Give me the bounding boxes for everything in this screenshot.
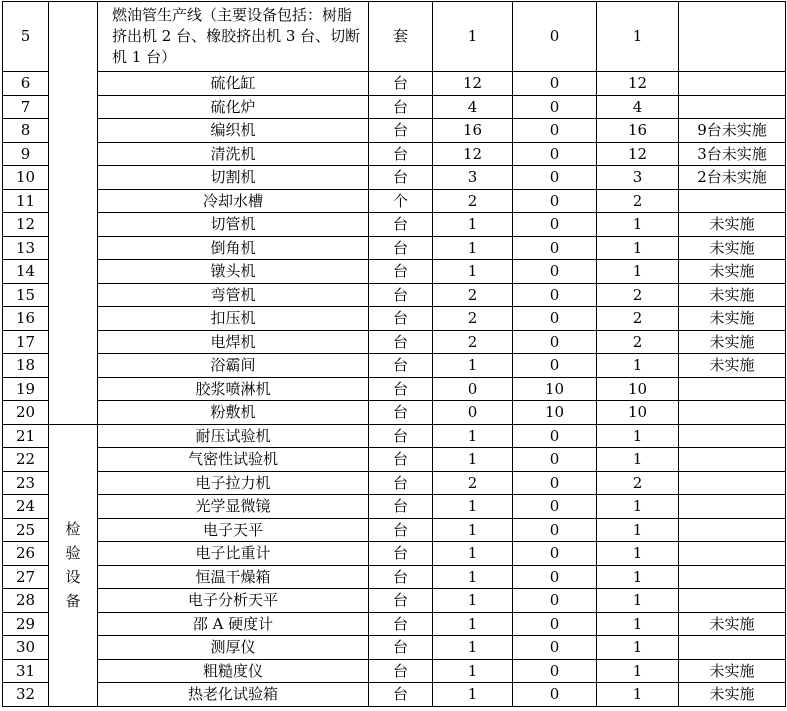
quantity-b-cell: 0: [513, 424, 597, 448]
equipment-name: 燃油管生产线（主要设备包括：树脂挤出机 2 台、橡胶挤出机 3 台、切断机 1 台）: [98, 2, 369, 72]
quantity-a-cell: 4: [433, 95, 513, 119]
quantity-c-cell: 12: [597, 72, 679, 96]
quantity-b-cell: 0: [513, 166, 597, 190]
row-number: 23: [3, 471, 49, 495]
equipment-name: 编织机: [98, 119, 369, 143]
quantity-b-cell: 0: [513, 95, 597, 119]
table-row: [3, 636, 786, 660]
note-cell: 9台未实施: [679, 119, 786, 143]
table-row: [3, 401, 786, 425]
unit-cell: 台: [369, 612, 433, 636]
table-row: [3, 589, 786, 613]
table-row: [3, 95, 786, 119]
unit-cell: 台: [369, 542, 433, 566]
unit-cell: 台: [369, 330, 433, 354]
quantity-b-cell: 0: [513, 2, 597, 72]
unit-cell: 台: [369, 377, 433, 401]
table-row: [3, 236, 786, 260]
unit-cell: 台: [369, 95, 433, 119]
quantity-b-cell: 0: [513, 260, 597, 284]
row-number: 10: [3, 166, 49, 190]
quantity-c-cell: 1: [597, 260, 679, 284]
table-body: [3, 2, 786, 707]
quantity-c-cell: 16: [597, 119, 679, 143]
quantity-c-cell: 2: [597, 307, 679, 331]
unit-cell: 台: [369, 307, 433, 331]
quantity-c-cell: 1: [597, 354, 679, 378]
quantity-c-cell: 1: [597, 518, 679, 542]
quantity-b-cell: 0: [513, 471, 597, 495]
quantity-a-cell: 3: [433, 166, 513, 190]
quantity-c-cell: 4: [597, 95, 679, 119]
table-row: [3, 260, 786, 284]
quantity-c-cell: 1: [597, 213, 679, 237]
quantity-c-cell: 10: [597, 377, 679, 401]
row-number: 24: [3, 495, 49, 519]
quantity-b-cell: 10: [513, 401, 597, 425]
unit-cell: 台: [369, 565, 433, 589]
quantity-a-cell: 1: [433, 612, 513, 636]
equipment-name: 耐压试验机: [98, 424, 369, 448]
table-row: [3, 565, 786, 589]
note-cell: [679, 72, 786, 96]
row-number: 6: [3, 72, 49, 96]
quantity-c-cell: 3: [597, 166, 679, 190]
quantity-c-cell: 1: [597, 2, 679, 72]
quantity-c-cell: 10: [597, 401, 679, 425]
row-number: 11: [3, 189, 49, 213]
table-row: [3, 119, 786, 143]
note-cell: [679, 189, 786, 213]
note-cell: 未实施: [679, 354, 786, 378]
table-row: [3, 142, 786, 166]
unit-cell: 台: [369, 213, 433, 237]
quantity-c-cell: 2: [597, 283, 679, 307]
quantity-b-cell: 0: [513, 119, 597, 143]
quantity-c-cell: 1: [597, 589, 679, 613]
equipment-name: 电子分析天平: [98, 589, 369, 613]
row-number: 20: [3, 401, 49, 425]
quantity-b-cell: 0: [513, 283, 597, 307]
equipment-name: 镦头机: [98, 260, 369, 284]
quantity-a-cell: 0: [433, 401, 513, 425]
quantity-b-cell: 0: [513, 542, 597, 566]
table-row: [3, 495, 786, 519]
quantity-b-cell: 0: [513, 448, 597, 472]
unit-cell: 台: [369, 401, 433, 425]
table-row: [3, 448, 786, 472]
quantity-a-cell: 1: [433, 236, 513, 260]
row-number: 8: [3, 119, 49, 143]
quantity-c-cell: 1: [597, 565, 679, 589]
table-row: [3, 166, 786, 190]
note-cell: [679, 2, 786, 72]
note-cell: [679, 377, 786, 401]
quantity-b-cell: 0: [513, 636, 597, 660]
quantity-c-cell: 1: [597, 683, 679, 707]
table-row: [3, 213, 786, 237]
quantity-c-cell: 1: [597, 448, 679, 472]
equipment-name: 硫化缸: [98, 72, 369, 96]
note-cell: [679, 95, 786, 119]
quantity-b-cell: 0: [513, 612, 597, 636]
equipment-name: 电子拉力机: [98, 471, 369, 495]
equipment-name: 恒温干燥箱: [98, 565, 369, 589]
equipment-name: 冷却水槽: [98, 189, 369, 213]
quantity-c-cell: 12: [597, 142, 679, 166]
equipment-name: 胶浆喷淋机: [98, 377, 369, 401]
quantity-b-cell: 0: [513, 72, 597, 96]
quantity-b-cell: 0: [513, 518, 597, 542]
equipment-name: 光学显微镜: [98, 495, 369, 519]
unit-cell: 台: [369, 424, 433, 448]
row-number: 7: [3, 95, 49, 119]
unit-cell: 台: [369, 495, 433, 519]
row-number: 15: [3, 283, 49, 307]
equipment-name: 切管机: [98, 213, 369, 237]
table-row: [3, 354, 786, 378]
quantity-a-cell: 1: [433, 565, 513, 589]
row-number: 12: [3, 213, 49, 237]
unit-cell: 台: [369, 518, 433, 542]
row-number: 17: [3, 330, 49, 354]
row-number: 26: [3, 542, 49, 566]
note-cell: [679, 542, 786, 566]
unit-cell: 台: [369, 260, 433, 284]
quantity-b-cell: 0: [513, 307, 597, 331]
quantity-a-cell: 1: [433, 589, 513, 613]
category-label: 检验设备: [65, 520, 81, 610]
table-row: [3, 189, 786, 213]
quantity-c-cell: 1: [597, 659, 679, 683]
table-row: [3, 471, 786, 495]
table-row: [3, 72, 786, 96]
row-number: 14: [3, 260, 49, 284]
row-number: 27: [3, 565, 49, 589]
note-cell: [679, 495, 786, 519]
row-number: 31: [3, 659, 49, 683]
quantity-a-cell: 0: [433, 377, 513, 401]
equipment-name: 切割机: [98, 166, 369, 190]
unit-cell: 台: [369, 354, 433, 378]
quantity-b-cell: 0: [513, 565, 597, 589]
table-row: [3, 683, 786, 707]
quantity-c-cell: 1: [597, 612, 679, 636]
note-cell: [679, 448, 786, 472]
unit-cell: 台: [369, 448, 433, 472]
quantity-b-cell: 0: [513, 142, 597, 166]
category-cell-production: [49, 2, 98, 425]
quantity-a-cell: 2: [433, 307, 513, 331]
quantity-a-cell: 1: [433, 636, 513, 660]
quantity-b-cell: 0: [513, 495, 597, 519]
row-number: 28: [3, 589, 49, 613]
equipment-name: 硫化炉: [98, 95, 369, 119]
quantity-c-cell: 1: [597, 236, 679, 260]
note-cell: 未实施: [679, 236, 786, 260]
unit-cell: 台: [369, 166, 433, 190]
unit-cell: 台: [369, 636, 433, 660]
quantity-c-cell: 1: [597, 636, 679, 660]
note-cell: [679, 636, 786, 660]
quantity-b-cell: 0: [513, 236, 597, 260]
table-row: [3, 330, 786, 354]
equipment-name: 邵 A 硬度计: [98, 612, 369, 636]
quantity-c-cell: 1: [597, 424, 679, 448]
equipment-name: 气密性试验机: [98, 448, 369, 472]
quantity-a-cell: 1: [433, 518, 513, 542]
quantity-a-cell: 1: [433, 424, 513, 448]
unit-cell: 个: [369, 189, 433, 213]
note-cell: 未实施: [679, 330, 786, 354]
unit-cell: 台: [369, 72, 433, 96]
quantity-a-cell: 1: [433, 213, 513, 237]
note-cell: [679, 424, 786, 448]
note-cell: [679, 565, 786, 589]
row-number: 32: [3, 683, 49, 707]
quantity-a-cell: 1: [433, 542, 513, 566]
quantity-c-cell: 2: [597, 330, 679, 354]
quantity-a-cell: 1: [433, 659, 513, 683]
table-row: [3, 518, 786, 542]
note-cell: 未实施: [679, 260, 786, 284]
quantity-b-cell: 0: [513, 683, 597, 707]
equipment-name: 粗糙度仪: [98, 659, 369, 683]
unit-cell: 台: [369, 659, 433, 683]
quantity-a-cell: 1: [433, 2, 513, 72]
note-cell: 3台未实施: [679, 142, 786, 166]
note-cell: [679, 401, 786, 425]
quantity-b-cell: 10: [513, 377, 597, 401]
equipment-name: 清洗机: [98, 142, 369, 166]
quantity-a-cell: 12: [433, 72, 513, 96]
row-number: 22: [3, 448, 49, 472]
table-row: [3, 612, 786, 636]
equipment-name: 电子天平: [98, 518, 369, 542]
table-row: [3, 307, 786, 331]
equipment-table: [2, 1, 786, 707]
quantity-a-cell: 1: [433, 354, 513, 378]
quantity-a-cell: 2: [433, 189, 513, 213]
quantity-a-cell: 12: [433, 142, 513, 166]
equipment-name: 粉敷机: [98, 401, 369, 425]
unit-cell: 台: [369, 142, 433, 166]
row-number: 25: [3, 518, 49, 542]
equipment-name: 浴霸间: [98, 354, 369, 378]
equipment-name: 热老化试验箱: [98, 683, 369, 707]
equipment-name: 扣压机: [98, 307, 369, 331]
note-cell: [679, 518, 786, 542]
quantity-a-cell: 16: [433, 119, 513, 143]
row-number: 13: [3, 236, 49, 260]
quantity-b-cell: 0: [513, 213, 597, 237]
row-number: 21: [3, 424, 49, 448]
quantity-c-cell: 2: [597, 471, 679, 495]
note-cell: 2台未实施: [679, 166, 786, 190]
table-row: [3, 2, 786, 72]
note-cell: 未实施: [679, 683, 786, 707]
table-row: [3, 542, 786, 566]
quantity-a-cell: 2: [433, 330, 513, 354]
quantity-b-cell: 0: [513, 189, 597, 213]
note-cell: [679, 471, 786, 495]
table-row: [3, 424, 786, 448]
row-number: 30: [3, 636, 49, 660]
unit-cell: 台: [369, 283, 433, 307]
quantity-b-cell: 0: [513, 354, 597, 378]
quantity-c-cell: 1: [597, 542, 679, 566]
note-cell: 未实施: [679, 213, 786, 237]
quantity-b-cell: 0: [513, 589, 597, 613]
row-number: 5: [3, 2, 49, 72]
equipment-name: 电焊机: [98, 330, 369, 354]
unit-cell: 台: [369, 589, 433, 613]
note-cell: 未实施: [679, 612, 786, 636]
row-number: 16: [3, 307, 49, 331]
note-cell: 未实施: [679, 659, 786, 683]
unit-cell: 台: [369, 683, 433, 707]
unit-cell: 台: [369, 236, 433, 260]
quantity-a-cell: 1: [433, 495, 513, 519]
table-row: [3, 377, 786, 401]
row-number: 18: [3, 354, 49, 378]
row-number: 19: [3, 377, 49, 401]
equipment-name: 测厚仪: [98, 636, 369, 660]
category-cell-inspection: [49, 424, 98, 706]
unit-cell: 台: [369, 119, 433, 143]
quantity-c-cell: 1: [597, 495, 679, 519]
quantity-a-cell: 2: [433, 283, 513, 307]
table-row: [3, 659, 786, 683]
note-cell: [679, 589, 786, 613]
note-cell: 未实施: [679, 307, 786, 331]
note-cell: 未实施: [679, 283, 786, 307]
quantity-a-cell: 1: [433, 683, 513, 707]
quantity-a-cell: 1: [433, 448, 513, 472]
quantity-c-cell: 2: [597, 189, 679, 213]
quantity-a-cell: 2: [433, 471, 513, 495]
unit-cell: 台: [369, 471, 433, 495]
equipment-name: 倒角机: [98, 236, 369, 260]
equipment-name: 弯管机: [98, 283, 369, 307]
row-number: 29: [3, 612, 49, 636]
quantity-b-cell: 0: [513, 659, 597, 683]
quantity-b-cell: 0: [513, 330, 597, 354]
equipment-name: 电子比重计: [98, 542, 369, 566]
quantity-a-cell: 1: [433, 260, 513, 284]
table-row: [3, 283, 786, 307]
unit-cell: 套: [369, 2, 433, 72]
row-number: 9: [3, 142, 49, 166]
